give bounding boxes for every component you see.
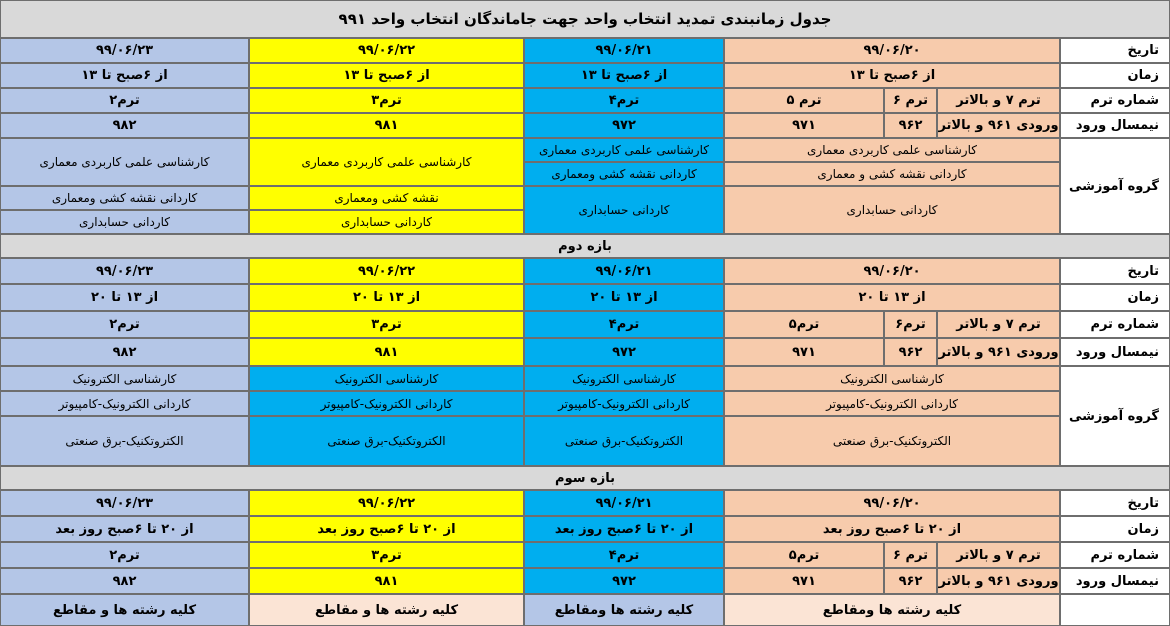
entry-cell: ۹۸۲ — [0, 568, 249, 594]
period-title: بازه دوم — [0, 234, 1170, 258]
row-label-term: شماره ترم — [1060, 542, 1170, 568]
entry-cell: ۹۸۲ — [0, 113, 249, 138]
group-cell: کارشناسی علمی کاربردی معماری — [724, 138, 1060, 162]
period-title: بازه سوم — [0, 466, 1170, 490]
entry-cell: ورودی ۹۶۱ و بالاتر — [937, 568, 1060, 594]
time-cell: از ۶صبح تا ۱۳ — [249, 63, 524, 88]
group-cell: کاردانی الکترونیک-کامپیوتر — [724, 391, 1060, 416]
term-cell: ترم۲ — [0, 88, 249, 113]
time-cell: از ۲۰ تا ۶صبح روز بعد — [524, 516, 724, 542]
group-cell: الکتروتکنیک-برق صنعتی — [524, 416, 724, 466]
row-label-date: تاریخ — [1060, 490, 1170, 516]
row-label-term: شماره ترم — [1060, 88, 1170, 113]
group-cell: کارشناسی علمی کاربردی معماری — [249, 138, 524, 186]
term-cell: ترم ۶ — [884, 542, 937, 568]
time-cell: از ۶صبح تا ۱۳ — [724, 63, 1060, 88]
date-cell: ۹۹/۰۶/۲۳ — [0, 38, 249, 63]
row-label-entry: نیمسال ورود — [1060, 338, 1170, 366]
date-cell: ۹۹/۰۶/۲۲ — [249, 490, 524, 516]
footer-cell: کلیه رشته ها و مقاطع — [0, 594, 249, 626]
group-cell: کارشناسی علمی کاربردی معماری — [0, 138, 249, 186]
group-cell: کاردانی الکترونیک-کامپیوتر — [0, 391, 249, 416]
time-cell: از ۲۰ تا ۶صبح روز بعد — [0, 516, 249, 542]
term-cell: ترم۴ — [524, 311, 724, 338]
group-cell: کاردانی نقشه کشی ومعماری — [0, 186, 249, 210]
term-cell: ترم۳ — [249, 311, 524, 338]
group-cell: کاردانی الکترونیک-کامپیوتر — [249, 391, 524, 416]
footer-cell: کلیه رشته ها ومقاطع — [524, 594, 724, 626]
row-label-entry: نیمسال ورود — [1060, 568, 1170, 594]
group-cell: الکتروتکنیک-برق صنعتی — [0, 416, 249, 466]
group-cell: الکتروتکنیک-برق صنعتی — [249, 416, 524, 466]
group-cell: کاردانی الکترونیک-کامپیوتر — [524, 391, 724, 416]
entry-cell: ۹۷۱ — [724, 568, 884, 594]
time-cell: از ۱۳ تا ۲۰ — [0, 284, 249, 311]
term-cell: ترم۳ — [249, 542, 524, 568]
entry-cell: ۹۷۲ — [524, 568, 724, 594]
entry-cell: ۹۷۲ — [524, 113, 724, 138]
term-cell: ترم۵ — [724, 311, 884, 338]
footer-cell: کلیه رشته ها ومقاطع — [724, 594, 1060, 626]
time-cell: از ۲۰ تا ۶صبح روز بعد — [249, 516, 524, 542]
term-cell: ترم۲ — [0, 311, 249, 338]
group-cell: کارشناسی الکترونیک — [0, 366, 249, 391]
term-cell: ترم۲ — [0, 542, 249, 568]
term-cell: ترم۴ — [524, 542, 724, 568]
term-cell: ترم ۵ — [724, 88, 884, 113]
date-cell: ۹۹/۰۶/۲۰ — [724, 38, 1060, 63]
entry-cell: ورودی ۹۶۱ و بالاتر — [937, 338, 1060, 366]
group-cell: کارشناسی علمی کاربردی معماری — [524, 138, 724, 162]
row-label-term: شماره ترم — [1060, 311, 1170, 338]
term-cell: ترم۳ — [249, 88, 524, 113]
term-cell: ترم۵ — [724, 542, 884, 568]
date-cell: ۹۹/۰۶/۲۰ — [724, 490, 1060, 516]
time-cell: از ۱۳ تا ۲۰ — [249, 284, 524, 311]
entry-cell: ورودی ۹۶۱ و بالاتر — [937, 113, 1060, 138]
row-label-time: زمان — [1060, 63, 1170, 88]
row-label-group: گروه آموزشی — [1060, 366, 1170, 466]
term-cell: ترم ۷ و بالاتر — [937, 88, 1060, 113]
date-cell: ۹۹/۰۶/۲۱ — [524, 38, 724, 63]
term-cell: ترم ۷ و بالاتر — [937, 311, 1060, 338]
entry-cell: ۹۷۱ — [724, 113, 884, 138]
date-cell: ۹۹/۰۶/۲۲ — [249, 258, 524, 284]
entry-cell: ۹۶۲ — [884, 338, 937, 366]
row-label-date: تاریخ — [1060, 258, 1170, 284]
entry-cell: ۹۶۲ — [884, 113, 937, 138]
group-cell: کاردانی حسابداری — [524, 186, 724, 234]
date-cell: ۹۹/۰۶/۲۱ — [524, 490, 724, 516]
group-cell: نقشه کشی ومعماری — [249, 186, 524, 210]
group-cell: کارشناسی الکترونیک — [524, 366, 724, 391]
row-label-empty — [1060, 594, 1170, 626]
time-cell: از ۶صبح تا ۱۳ — [0, 63, 249, 88]
row-label-time: زمان — [1060, 284, 1170, 311]
group-cell: کارشناسی الکترونیک — [249, 366, 524, 391]
entry-cell: ۹۸۱ — [249, 568, 524, 594]
group-cell: کارشناسی الکترونیک — [724, 366, 1060, 391]
term-cell: ترم۶ — [884, 311, 937, 338]
time-cell: از ۲۰ تا ۶صبح روز بعد — [724, 516, 1060, 542]
table-title: جدول زمانبندی تمدید انتخاب واحد جهت جاماندگان انتخاب واحد ۹۹۱ — [0, 0, 1170, 38]
term-cell: ترم ۷ و بالاتر — [937, 542, 1060, 568]
term-cell: ترم ۶ — [884, 88, 937, 113]
date-cell: ۹۹/۰۶/۲۱ — [524, 258, 724, 284]
entry-cell: ۹۷۲ — [524, 338, 724, 366]
group-cell: کاردانی حسابداری — [724, 186, 1060, 234]
group-cell: الکتروتکنیک-برق صنعتی — [724, 416, 1060, 466]
date-cell: ۹۹/۰۶/۲۳ — [0, 490, 249, 516]
time-cell: از ۱۳ تا ۲۰ — [524, 284, 724, 311]
group-cell: کاردانی نقشه کشی ومعماری — [524, 162, 724, 186]
entry-cell: ۹۸۱ — [249, 338, 524, 366]
row-label-group: گروه آموزشی — [1060, 138, 1170, 234]
entry-cell: ۹۶۲ — [884, 568, 937, 594]
row-label-entry: نیمسال ورود — [1060, 113, 1170, 138]
group-cell: کاردانی نقشه کشی و معماری — [724, 162, 1060, 186]
entry-cell: ۹۸۲ — [0, 338, 249, 366]
footer-cell: کلیه رشته ها و مقاطع — [249, 594, 524, 626]
time-cell: از ۶صبح تا ۱۳ — [524, 63, 724, 88]
row-label-time: زمان — [1060, 516, 1170, 542]
date-cell: ۹۹/۰۶/۲۳ — [0, 258, 249, 284]
group-cell: کاردانی حسابداری — [0, 210, 249, 234]
term-cell: ترم۴ — [524, 88, 724, 113]
row-label-date: تاریخ — [1060, 38, 1170, 63]
group-cell: کاردانی حسابداری — [249, 210, 524, 234]
time-cell: از ۱۳ تا ۲۰ — [724, 284, 1060, 311]
date-cell: ۹۹/۰۶/۲۰ — [724, 258, 1060, 284]
date-cell: ۹۹/۰۶/۲۲ — [249, 38, 524, 63]
entry-cell: ۹۷۱ — [724, 338, 884, 366]
entry-cell: ۹۸۱ — [249, 113, 524, 138]
